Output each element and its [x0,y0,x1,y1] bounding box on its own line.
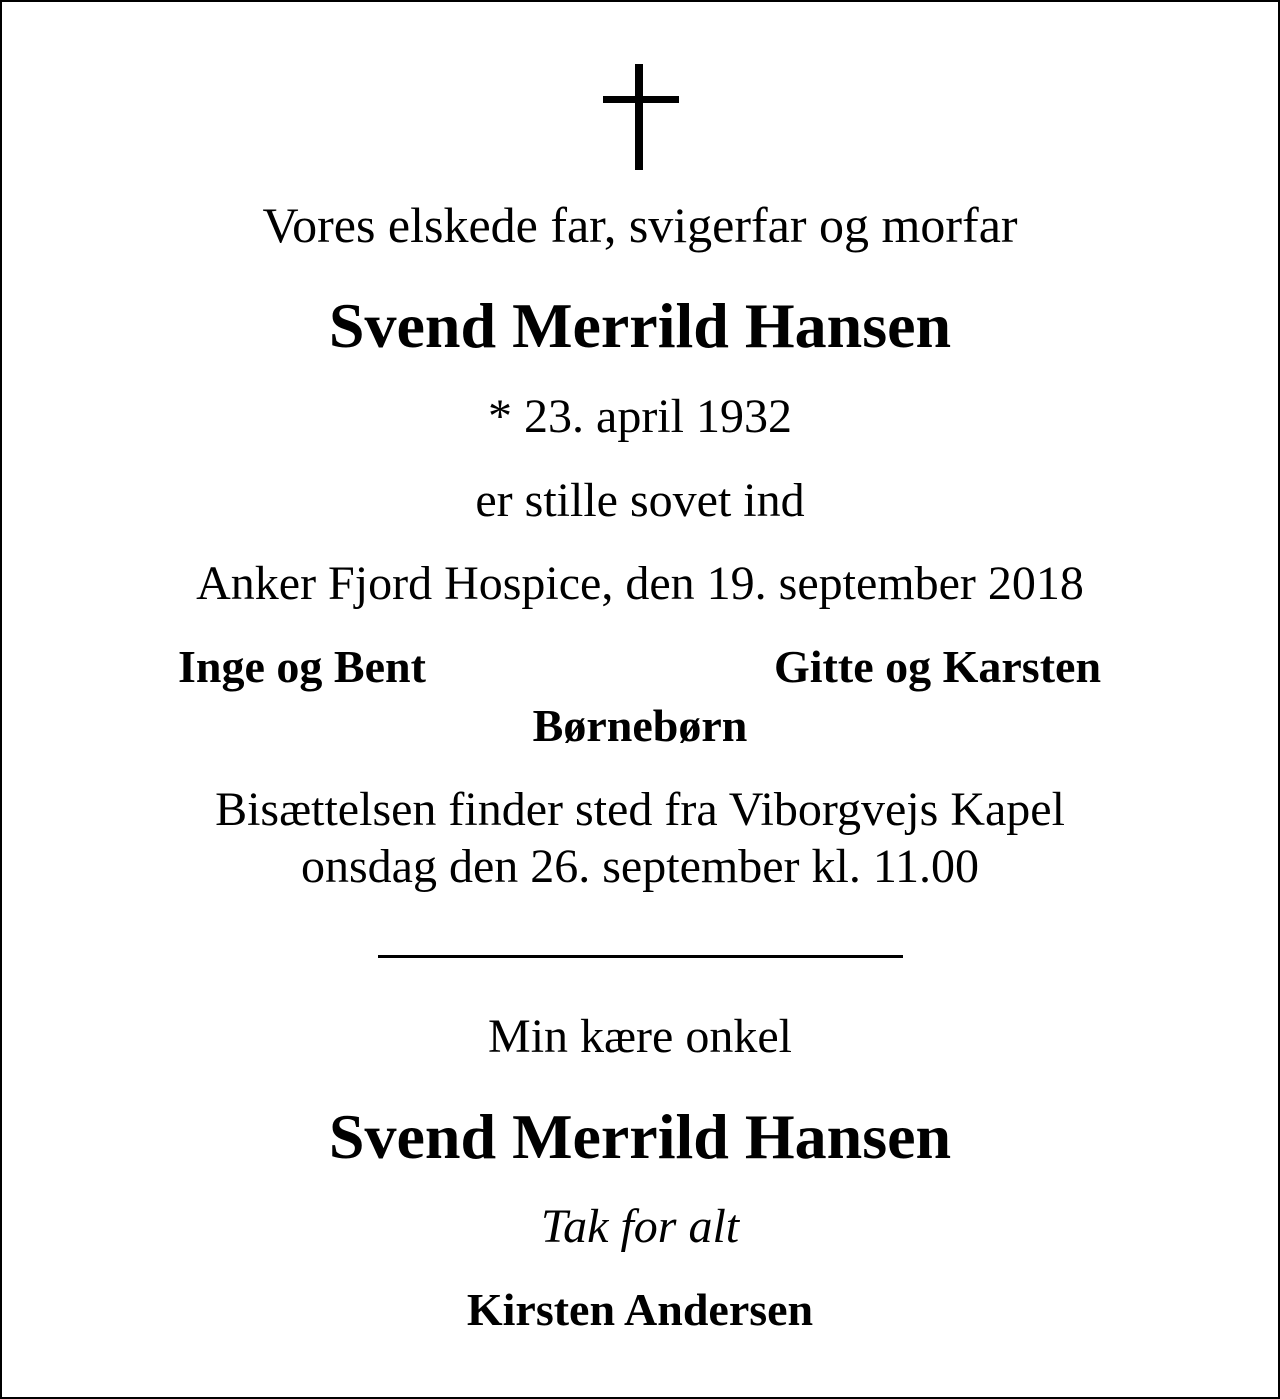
latin-cross-icon [603,64,679,170]
birth-date: * 23. april 1932 [488,390,792,443]
passed-away-text: er stille sovet ind [475,474,805,527]
funeral-time: onsdag den 26. september kl. 11.00 [300,840,980,893]
first-notice-deceased-name: Svend Merrild Hansen [328,290,952,361]
mourner-left: Inge og Bent [178,641,426,692]
mourner-right: Gitte og Karsten [774,641,1102,692]
first-notice-intro: Vores elskede far, svigerfar og morfar [262,197,1018,253]
thanks-message: Tak for alt [540,1200,740,1253]
mourner-grandchildren: Børnebørn [532,700,748,751]
death-place-date: Anker Fjord Hospice, den 19. september 2018 [196,557,1084,610]
second-notice-signer: Kirsten Andersen [466,1284,814,1335]
second-notice-intro: Min kære onkel [488,1010,792,1063]
section-divider [378,955,903,958]
funeral-location: Bisættelsen finder sted fra Viborgvejs Kapel [215,783,1065,836]
second-notice-deceased-name: Svend Merrild Hansen [328,1101,952,1172]
